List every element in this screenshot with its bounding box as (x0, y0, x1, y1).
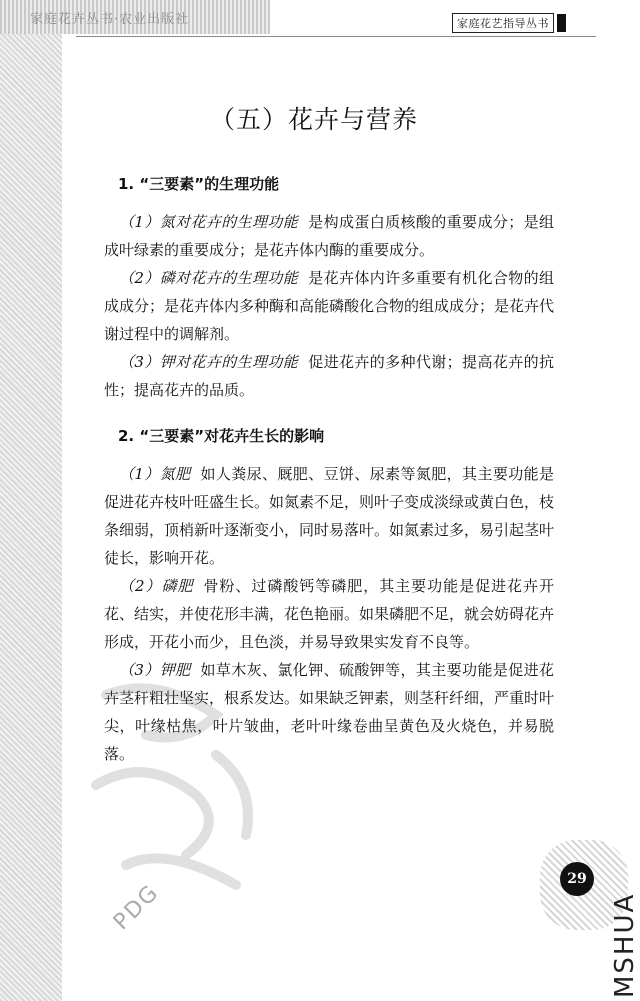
page-number: 29 (560, 862, 594, 896)
watermark-seal-icon (66, 655, 286, 955)
chapter-title: （五）花卉与营养 (209, 105, 418, 134)
paragraph-text: 促进花卉的多种代谢；提高花卉的抗性；提高花卉的品质。 (104, 353, 554, 399)
paragraph-text: 如人粪尿、厩肥、豆饼、尿素等氮肥，其主要功能是促进花卉枝叶旺盛生长。如氮素不足，则叶子变成淡绿或黄白色，枝条细弱，顶梢新叶逐渐变小，同时易落叶。如氮素过多，易引起茎叶徒长，影响开花。 (104, 465, 555, 567)
paragraph-potassium-function (104, 348, 554, 404)
paragraph-term: （1）氮对花卉的生理功能 (119, 213, 299, 231)
paragraph-phosphorus-fertilizer (104, 572, 554, 656)
section-heading-2: 2. “三要素”对花卉生长的影响 (118, 427, 325, 445)
series-label: 家庭花艺指导丛书 (452, 13, 554, 33)
paragraph-term: （2）磷对花卉的生理功能 (119, 269, 299, 287)
header-rule (76, 36, 596, 37)
side-mark (580, 880, 640, 1001)
paragraph-nitrogen-fertilizer (104, 460, 554, 572)
top-band-text: 家庭花卉丛书·农业出版社 (30, 12, 190, 27)
series-block-icon (557, 14, 566, 32)
paragraph-phosphorus-function (104, 264, 554, 348)
paragraph-term: （1）氮肥 (119, 465, 191, 483)
paragraph-term: （3）钾肥 (119, 661, 191, 679)
paragraph-text: 是构成蛋白质核酸的重要成分；是组成叶绿素的重要成分；是花卉体内酶的重要成分。 (104, 213, 554, 259)
paragraph-text: 骨粉、过磷酸钙等磷肥，其主要功能是促进花卉开花、结实，并使花形丰满，花色艳丽。如果磷肥不足，就会妨碍花卉形成，开花小而少，且色淡，并易导致果实发育不良等。 (104, 577, 555, 651)
paragraph-term: （2）磷肥 (119, 577, 194, 595)
paragraph-term: （3）钾对花卉的生理功能 (119, 353, 299, 371)
series-header (452, 12, 566, 34)
scan-left-margin (0, 0, 62, 1001)
section-heading-1: 1. “三要素”的生理功能 (118, 175, 280, 193)
watermark-text: PDG (108, 879, 165, 936)
paragraph-text: 如草木灰、氯化钾、硫酸钾等，其主要功能是促进花卉茎秆粗壮坚实，根系发达。如果缺乏钾素，则茎秆纤细，严重时叶尖，叶缘枯焦，叶片皱曲，老叶叶缘卷曲呈黄色及火烧色，并易脱落。 (104, 661, 555, 763)
paragraph-nitrogen-function (104, 208, 554, 264)
scan-top-band (0, 0, 270, 34)
side-mark-text: MSHUA (610, 892, 640, 998)
paragraph-text: 是花卉体内许多重要有机化合物的组成成分；是花卉体内多种酶和高能磷酸化合物的组成成分；是花卉代谢过程中的调解剂。 (104, 269, 555, 343)
